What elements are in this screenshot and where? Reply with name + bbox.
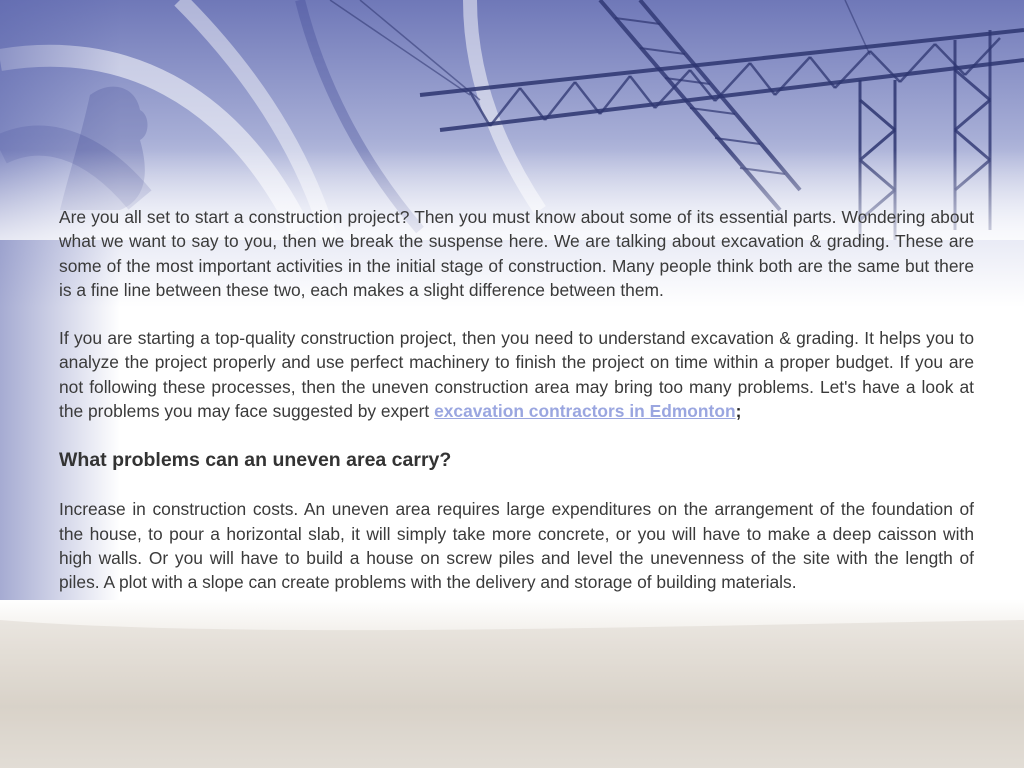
costs-paragraph: Increase in construction costs. An uneven area requires large expenditures on the arrangement of the foundation of the house, to pour a horizontal slab, it will simply take more concrete, or you will have to make a deep caisson with high walls. Or you will have to build a house on screw piles and level the unevenness of the site with the length of piles. A plot with a slope can create problems with the delivery and storage of building materials. [59, 499, 974, 593]
semicolon: ; [735, 401, 742, 422]
intro-paragraph: Are you all set to start a construction project? Then you must know about some of its essential parts. Wondering about what we want to say to you, then we break the suspense here. We are talking about excavation & grading. These are some of the most important activities in the initial stage of construction. Many people think both are the same but there is a fine line between these two, each makes a slight difference between them. [59, 207, 974, 300]
understanding-paragraph [59, 326, 974, 423]
excavation-contractors-link[interactable]: excavation contractors in Edmonton [434, 401, 736, 422]
section-heading: What problems can an uneven area carry? [59, 449, 452, 472]
understanding-paragraph-text: If you are starting a top-quality construction project, then you need to understand excavation & grading. It helps you to analyze the project properly and use perfect machinery to finish the project on time within a proper budget. If you are not following these processes, then the uneven construction area may bring too many problems. Let's have a look at the problems you may face suggested by expert [59, 328, 974, 422]
slide-body [59, 205, 974, 619]
